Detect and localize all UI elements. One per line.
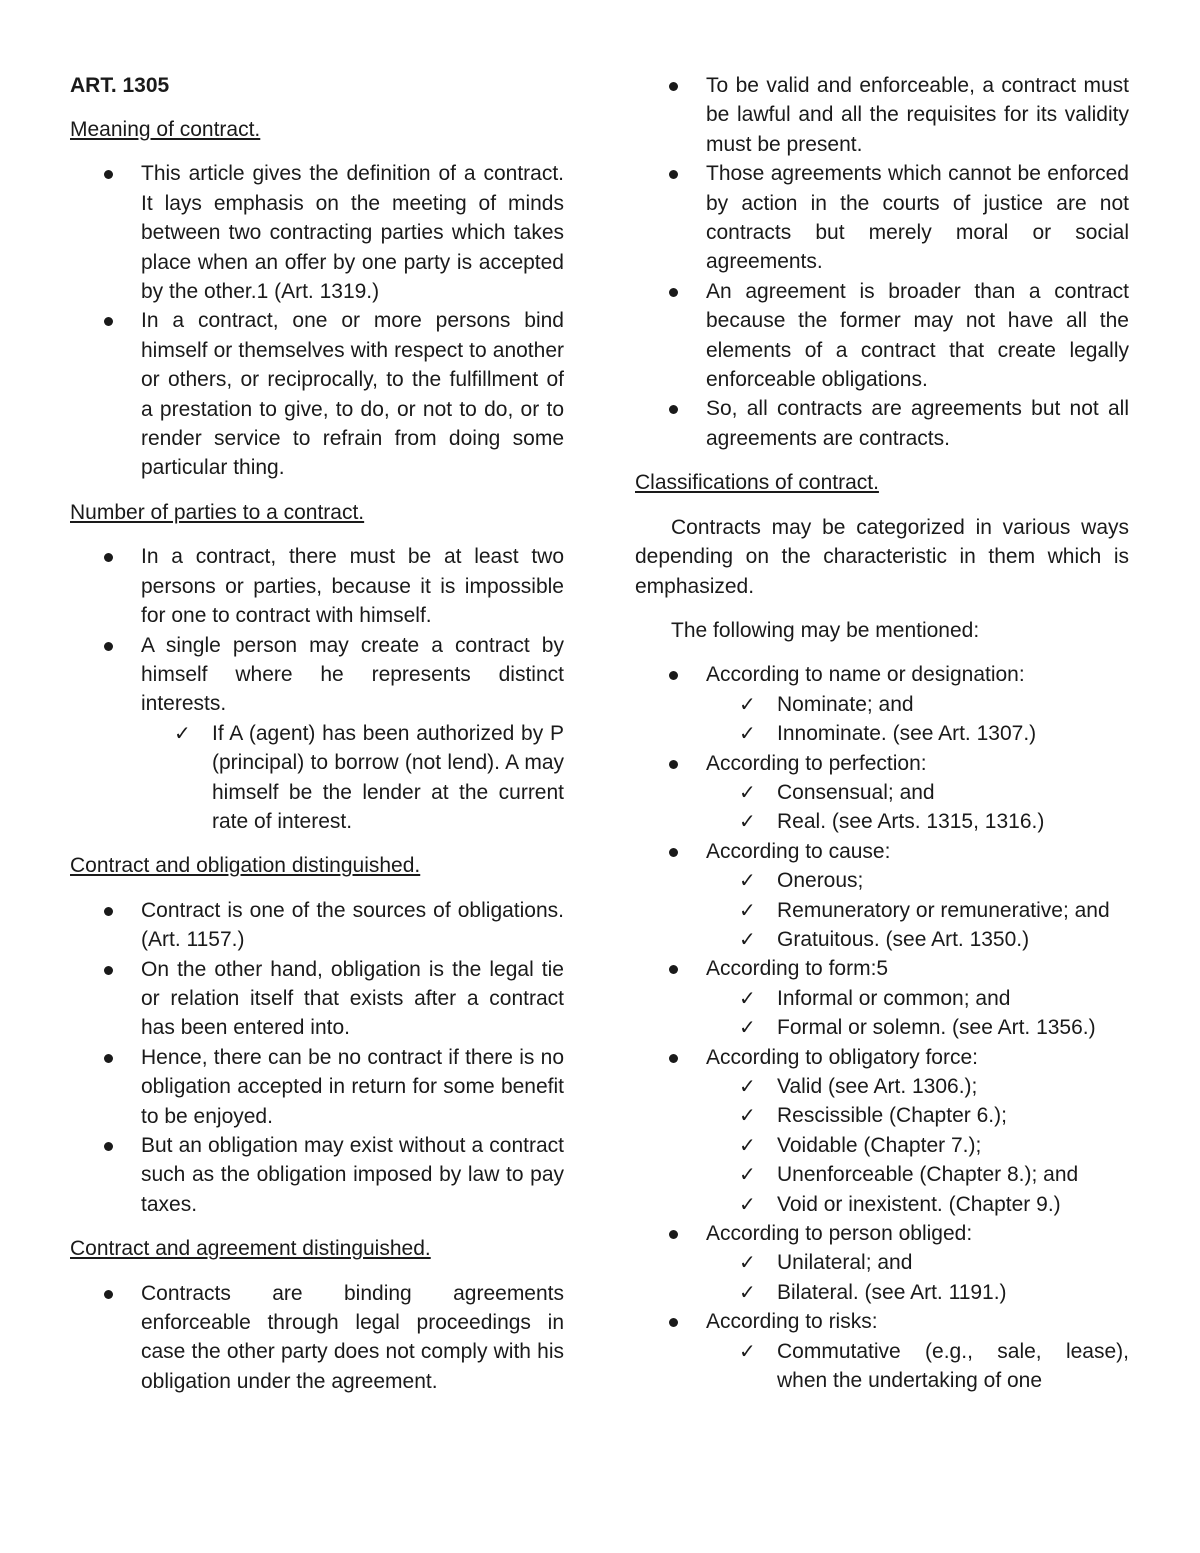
parties-sublist [141,719,564,837]
list-item: This article gives the definition of a contract. It lays emphasis on the meeting of minds between two contracting parties which takes place when an offer by one party is accepted by the other.1 (Art. 1319.) [70,159,564,306]
bullet-icon [669,848,678,857]
checkmark-icon: ✓ [174,720,191,745]
check-item: ✓ Valid (see Art. 1306.); [706,1072,1129,1101]
check-item: ✓ Unilateral; and [706,1248,1129,1277]
list-item: So, all contracts are agreements but not all agreements are contracts. [635,394,1129,453]
checkmark-icon: ✓ [739,926,756,951]
classifications-following: The following may be mentioned: [671,618,980,642]
check-item: ✓ Formal or solemn. (see Art. 1356.) [706,1013,1129,1042]
check-item: ✓ Unenforceable (Chapter 8.); and [706,1160,1129,1189]
section-heading-classifications: Classifications of contract. [635,471,879,495]
section-heading-parties: Number of parties to a contract. [70,500,365,524]
checkmark-icon: ✓ [739,1162,756,1187]
checkmark-icon: ✓ [739,868,756,893]
list-item: According to risks: ✓ Commutative (e.g., sale, lease), when the undertaking of one [635,1307,1129,1395]
check-item: ✓ Voidable (Chapter 7.); [706,1131,1129,1160]
checkmark-icon: ✓ [739,779,756,804]
check-item: ✓ Void or inexistent. (Chapter 9.) [706,1190,1129,1219]
checkmark-icon: ✓ [739,1015,756,1040]
meaning-list [70,159,564,482]
checkmark-icon: ✓ [739,1103,756,1128]
checkmark-icon: ✓ [739,721,756,746]
bullet-icon [104,1142,113,1151]
list-item: Hence, there can be no contract if there is no obligation accepted in return for some benefit to be enjoyed. [70,1043,564,1131]
classification-sublist [706,1248,1129,1307]
bullet-icon [669,405,678,414]
check-item: ✓ Bilateral. (see Art. 1191.) [706,1278,1129,1307]
check-item: ✓ Remuneratory or remunerative; and [706,896,1129,925]
article-title: ART. 1305 [70,74,170,97]
checkmark-icon: ✓ [739,897,756,922]
list-item: Those agreements which cannot be enforced by action in the courts of justice are not contracts but merely moral or social agreements. [635,159,1129,277]
list-item: According to name or designation: ✓ Nominate; and ✓ Innominate. (see Art. 1307.) [635,660,1129,748]
classification-sublist [706,690,1129,749]
bullet-icon [669,760,678,769]
classification-sublist [706,984,1129,1043]
check-item: ✓ If A (agent) has been authorized by P (principal) to borrow (not lend). A may himself be the lender at the current rate of interest. [174,720,564,833]
checkmark-icon: ✓ [739,691,756,716]
classification-sublist [706,778,1129,837]
classifications-intro: Contracts may be categorized in various ways depending on the characteristic in them which is emphasized. [635,515,1129,598]
checkmark-icon: ✓ [739,1074,756,1098]
list-item: According to person obliged: ✓ Unilateral; and ✓ Bilateral. (see Art. 1191.) [635,1219,1129,1307]
bullet-icon [669,1054,678,1063]
list-item: According to form:5 ✓ Informal or common; and ✓ Formal or solemn. (see Art. 1356.) [635,954,1129,1042]
check-item: ✓ Consensual; and [706,778,1129,807]
left-column [70,71,564,1411]
checkmark-icon: ✓ [739,1250,756,1275]
bullet-icon [669,82,678,91]
check-item: ✓ Gratuitous. (see Art. 1350.) [706,925,1129,954]
check-item: ✓ Onerous; [706,866,1129,895]
list-item: According to perfection: ✓ Consensual; and ✓ Real. (see Arts. 1315, 1316.) [635,749,1129,837]
checkmark-icon: ✓ [739,1132,756,1157]
list-item: To be valid and enforceable, a contract must be lawful and all the requisites for its validity must be present. [635,71,1129,159]
section-heading-agreement: Contract and agreement distinguished. [70,1237,431,1261]
bullet-icon [669,671,678,680]
bullet-icon [669,170,678,179]
list-item: In a contract, one or more persons bind himself or themselves with respect to another or others, or reciprocally, to the fulfillment of a prestation to give, to do, or not to do, or to render service to refrain from doing some particular thing. [70,306,564,482]
bullet-icon [669,1318,678,1327]
classification-sublist [706,1337,1129,1396]
bullet-icon [104,642,113,651]
check-item: ✓ Informal or common; and [706,984,1129,1013]
list-item: According to cause: ✓ Onerous; ✓ Remuneratory or remunerative; and ✓ Gratuitous. (see Art. 1350.) [635,837,1129,955]
bullet-icon [669,288,678,297]
check-item: ✓ Rescissible (Chapter 6.); [706,1101,1129,1130]
check-item: ✓ Innominate. (see Art. 1307.) [706,719,1129,748]
bullet-icon [104,170,113,179]
classification-sublist [706,1072,1129,1219]
checkmark-icon: ✓ [739,1279,756,1304]
list-item: An agreement is broader than a contract because the former may not have all the elements of a contract that create legally enforceable obligations. [635,277,1129,395]
bullet-icon [669,965,678,974]
classifications-list [635,660,1129,1395]
bullet-icon [669,1230,678,1239]
bullet-icon [104,1054,113,1063]
section-heading-meaning: Meaning of contract. [70,118,261,141]
agreement-list [70,1279,564,1397]
checkmark-icon: ✓ [739,1338,756,1363]
bullet-icon [104,317,113,326]
bullet-icon [104,553,113,562]
obligation-list [70,896,564,1219]
list-item: A single person may create a contract by himself where he represents distinct interests. ✓ If A (agent) has been authorized by P (principal) to borrow (not lend). A may himself be the lender at the current rate of interest. [70,631,564,837]
bullet-icon [104,1290,113,1299]
check-item: ✓ Real. (see Arts. 1315, 1316.) [706,807,1129,836]
classification-sublist [706,866,1129,954]
bullet-icon [104,907,113,916]
parties-list [70,542,564,836]
section-heading-obligation: Contract and obligation distinguished. [70,854,421,878]
check-item: ✓ Nominate; and [706,690,1129,719]
list-item: On the other hand, obligation is the legal tie or relation itself that exists after a contract has been entered into. [70,955,564,1043]
checkmark-icon: ✓ [739,985,756,1010]
bullet-icon [104,966,113,975]
list-item: Contract is one of the sources of obligations. (Art. 1157.) [70,896,564,955]
check-item: ✓ Commutative (e.g., sale, lease), when the undertaking of one [739,1338,1129,1393]
checkmark-icon: ✓ [739,809,756,834]
list-item: But an obligation may exist without a contract such as the obligation imposed by law to pay taxes. [70,1131,564,1219]
checkmark-icon: ✓ [739,1191,756,1216]
right-column [635,71,1129,1410]
list-item: In a contract, there must be at least two persons or parties, because it is impossible for one to contract with himself. [70,542,564,630]
list-item: According to obligatory force: ✓ Valid (see Art. 1306.); ✓ Rescissible (Chapter 6.); ✓ Voidable (Chapter 7.); ✓ Unenforceable (Chapter 8.); and ✓ Void or inexistent. (Chapter 9.) [635,1043,1129,1219]
agreement-continued-list [635,71,1129,453]
list-item: Contracts are binding agreements enforceable through legal proceedings in case the other party does not comply with his obligation under the agreement. [70,1279,564,1397]
